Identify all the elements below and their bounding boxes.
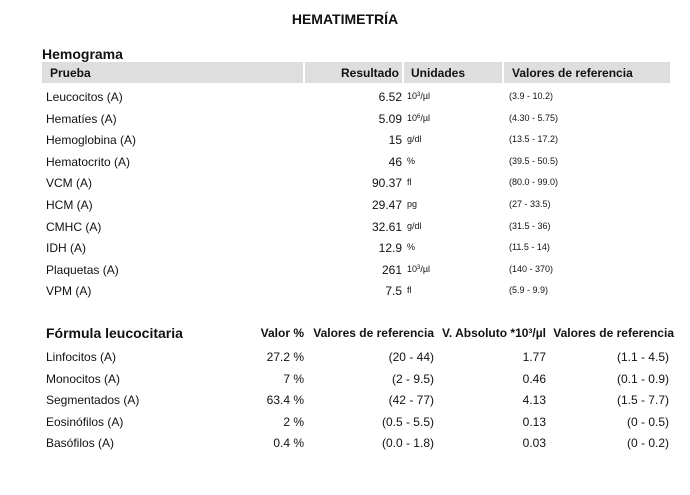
- test-result: 6.52: [378, 90, 402, 104]
- test-result: 261: [381, 262, 402, 277]
- test-result: 15: [388, 133, 402, 148]
- unit-base: 10: [407, 112, 418, 123]
- document-title: HEMATIMETRÍA: [291, 11, 399, 27]
- unit-base: %: [407, 242, 416, 253]
- test-name: Plaquetas (A): [46, 262, 119, 277]
- cell-reference-absolute: (0.1 - 0.9): [616, 371, 669, 386]
- cell-name: Segmentados (A): [46, 393, 140, 407]
- unit-base: %: [407, 155, 416, 166]
- test-unit: [407, 156, 415, 166]
- test-unit: [407, 91, 430, 101]
- formula-header-abs: V. Absoluto *10³/µl: [441, 326, 546, 340]
- cell-reference: (42 - 77): [388, 393, 434, 407]
- unit-suffix: /µl: [420, 112, 431, 123]
- table-row: [0, 350, 690, 370]
- unit-base: 10: [407, 263, 418, 274]
- test-reference: (80.0 - 99.0): [509, 177, 559, 188]
- formula-header-ref: Valores de referencia: [313, 326, 434, 340]
- test-reference: (13.5 - 17.2): [509, 134, 559, 145]
- test-result: 12.9: [378, 241, 402, 256]
- test-result: 32.61: [371, 219, 402, 234]
- test-reference: (3.9 - 10.2): [509, 91, 554, 101]
- cell-percent: 2 %: [283, 414, 304, 429]
- cell-percent: 0.4 %: [273, 436, 304, 450]
- test-result: 29.47: [371, 198, 402, 212]
- test-result: 90.37: [371, 176, 402, 191]
- test-name: Leucocitos (A): [46, 90, 123, 104]
- test-unit: [407, 199, 417, 209]
- test-result: 46: [388, 154, 402, 169]
- test-reference: (27 - 33.5): [509, 199, 551, 209]
- unit-base: fl: [407, 177, 412, 188]
- test-name: IDH (A): [46, 241, 86, 256]
- test-name: CMHC (A): [46, 219, 102, 234]
- test-result: 7.5: [385, 284, 402, 299]
- unit-suffix: /µl: [420, 263, 431, 274]
- table-row: [0, 241, 690, 261]
- table-row: [0, 155, 690, 175]
- table-row: [0, 284, 690, 304]
- cell-percent: 27.2 %: [266, 350, 304, 364]
- unit-base: 10: [407, 91, 418, 101]
- cell-absolute: 4.13: [522, 393, 546, 407]
- formula-header-ref2: Valores de referencia: [553, 326, 674, 340]
- test-reference: (5.9 - 9.9): [509, 285, 549, 296]
- cell-name: Monocitos (A): [46, 371, 121, 386]
- table-row: [0, 133, 690, 153]
- header-reference: Valores de referencia: [512, 66, 633, 80]
- cell-absolute: 0.13: [522, 414, 546, 429]
- test-name: VCM (A): [46, 176, 92, 191]
- cell-reference: (20 - 44): [388, 350, 434, 364]
- test-reference: (39.5 - 50.5): [509, 155, 559, 166]
- unit-base: fl: [407, 285, 412, 296]
- test-result: 5.09: [378, 111, 402, 126]
- cell-reference-absolute: (1.5 - 7.7): [616, 393, 669, 407]
- test-unit: [407, 264, 430, 274]
- test-name: VPM (A): [46, 284, 92, 299]
- test-unit: [407, 285, 412, 295]
- table-row: [0, 393, 690, 413]
- test-reference: (11.5 - 14): [509, 242, 550, 253]
- cell-name: Eosinófilos (A): [46, 414, 124, 429]
- test-unit: [407, 134, 422, 144]
- cell-percent: 63.4 %: [266, 393, 304, 407]
- cell-reference: (0.0 - 1.8): [381, 436, 434, 450]
- cell-absolute: 0.46: [522, 371, 546, 386]
- cell-reference-absolute: (0 - 0.2): [626, 436, 669, 450]
- cell-reference-absolute: (0 - 0.5): [626, 414, 669, 429]
- cell-reference: (2 - 9.5): [391, 371, 434, 386]
- table-row: [0, 112, 690, 132]
- table-row: [0, 176, 690, 196]
- cell-absolute: 0.03: [522, 436, 546, 450]
- test-name: HCM (A): [46, 198, 93, 212]
- test-unit: [407, 242, 415, 252]
- cell-absolute: 1.77: [522, 350, 546, 364]
- table-row: [0, 220, 690, 240]
- test-unit: [407, 113, 430, 123]
- test-reference: (31.5 - 36): [509, 220, 551, 231]
- test-name: Hematíes (A): [46, 111, 117, 126]
- hemograma-title: Hemograma: [42, 46, 123, 62]
- unit-exponent: 6: [417, 113, 421, 120]
- table-row: [0, 415, 690, 435]
- table-row: [0, 372, 690, 392]
- test-reference: (4.30 - 5.75): [509, 112, 559, 123]
- unit-suffix: /µl: [420, 91, 431, 101]
- test-reference: (140 - 370): [509, 263, 554, 274]
- header-result: Resultado: [340, 66, 399, 80]
- test-name: Hematocrito (A): [46, 154, 131, 169]
- cell-percent: 7 %: [283, 371, 304, 386]
- cell-reference-absolute: (1.1 - 4.5): [616, 350, 669, 364]
- test-name: Hemoglobina (A): [46, 133, 137, 148]
- formula-header-pct: Valor %: [260, 326, 304, 340]
- table-row: [0, 90, 690, 110]
- unit-base: g/dl: [407, 220, 422, 231]
- cell-name: Linfocitos (A): [46, 350, 117, 364]
- header-test: Prueba: [50, 66, 91, 80]
- unit-base: g/dl: [407, 134, 422, 145]
- cell-reference: (0.5 - 5.5): [381, 414, 434, 429]
- table-row: [0, 263, 690, 283]
- unit-base: pg: [407, 199, 418, 209]
- unit-exponent: 3: [417, 92, 421, 98]
- table-row: [0, 436, 690, 456]
- test-unit: [407, 221, 422, 231]
- unit-exponent: 3: [417, 264, 421, 271]
- table-row: [0, 198, 690, 218]
- formula-title: Fórmula leucocitaria: [46, 325, 183, 341]
- header-units: Unidades: [411, 66, 466, 80]
- cell-name: Basófilos (A): [46, 436, 115, 450]
- test-unit: [407, 177, 412, 187]
